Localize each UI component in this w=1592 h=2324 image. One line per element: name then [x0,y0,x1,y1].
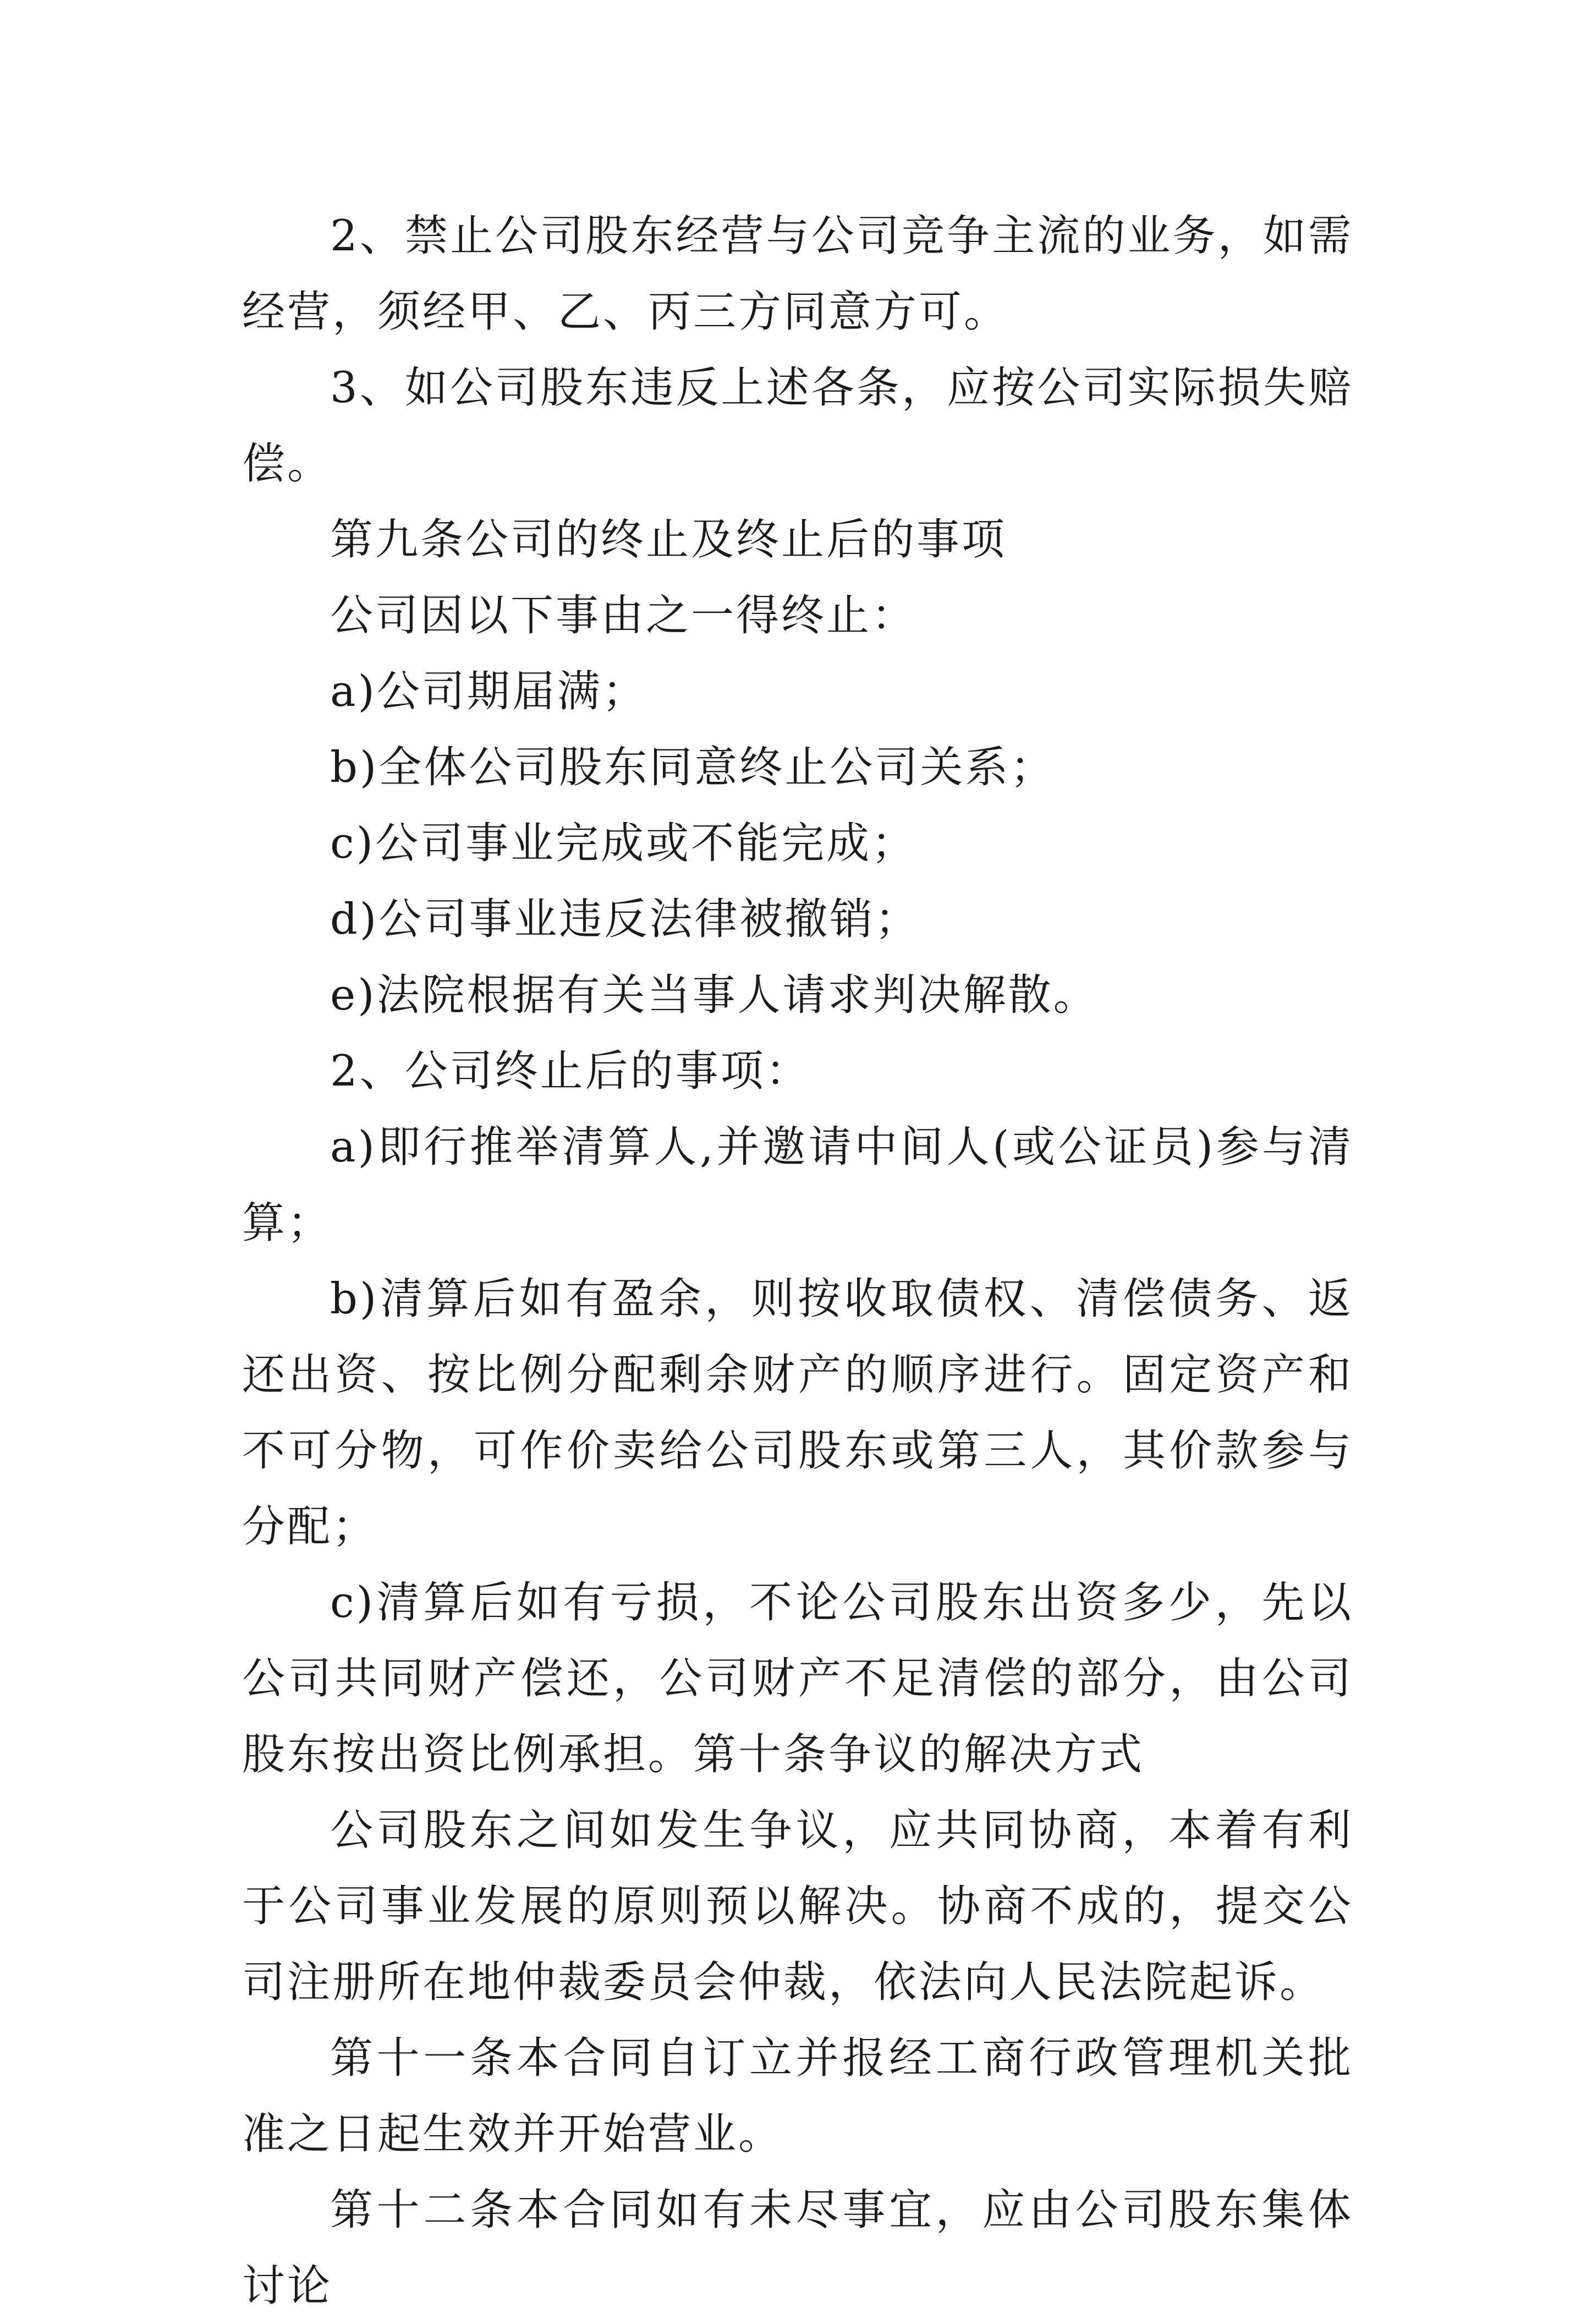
list-item-liquidator: a)即行推举清算人,并邀请中间人(或公证员)参与清算； [242,1122,1353,1248]
list-item-a: a)公司期届满； [330,667,647,716]
list-item-b: b)全体公司股东同意终止公司关系； [330,743,1056,792]
list-item-loss: c)清算后如有亏损，不论公司股东出资多少，先以公司共同财产偿还，公司财产不足清偿的部分，由公司股东按出资比例承担。第十条争议的解决方式 [242,1578,1353,1779]
article-12: 第十二条本合同如有未尽事宜，应由公司股东集体讨论 [242,2185,1353,2311]
paragraph-post-termination: 2、公司终止后的事项： [330,1046,811,1096]
list-item-surplus: b)清算后如有盈余，则按收取债权、清偿债务、返还出资、按比例分配剩余财产的顺序进行。固定资产和不可分物，可作价卖给公司股东或第三人，其价款参与分配； [242,1274,1353,1552]
paragraph-non-compete: 2、禁止公司股东经营与公司竞争主流的业务，如需经营，须经甲、乙、丙三方同意方可。 [242,211,1353,337]
document-body [242,198,1353,2324]
list-item-e: e)法院根据有关当事人请求判决解散。 [330,971,1099,1020]
list-item-d: d)公司事业违反法律被撤销； [330,895,920,944]
paragraph-dispute-resolution: 公司股东之间如发生争议，应共同协商，本着有利于公司事业发展的原则预以解决。协商不成的，提交公司注册所在地仲裁委员会仲裁，依法向人民法院起诉。 [242,1806,1353,2007]
paragraph-termination-causes: 公司因以下事由之一得终止： [330,591,917,640]
article-11: 第十一条本合同自订立并报经工商行政管理机关批准之日起生效并开始营业。 [242,2034,1353,2159]
paragraph-compensation: 3、如公司股东违反上述各条，应按公司实际损失赔偿。 [242,363,1353,489]
list-item-c: c)公司事业完成或不能完成； [330,819,917,868]
article-9-heading: 第九条公司的终止及终止后的事项 [330,515,1007,564]
